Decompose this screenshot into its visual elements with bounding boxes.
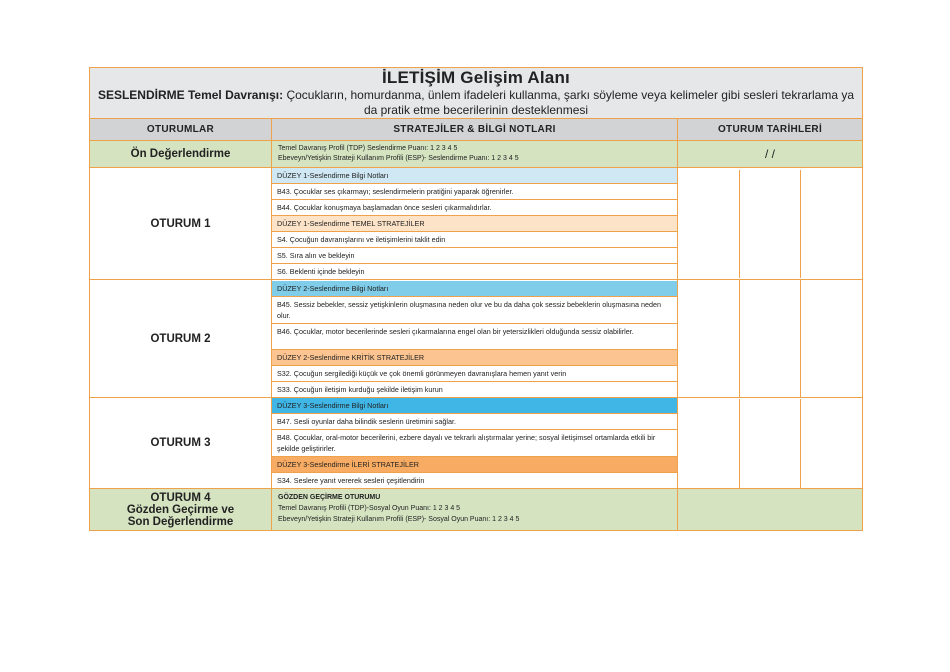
session-1-info-header: DÜZEY 1-Seslendirme Bilgi Notları	[272, 168, 677, 184]
pre-date-field[interactable]: / /	[678, 141, 863, 168]
session-3-strategy-header: DÜZEY 3-Seslendirme İLERİ STRATEJİLER	[272, 457, 677, 473]
title-block	[90, 68, 863, 119]
pre-score-tdp: Temel Davranış Profil (TDP) Seslendirme Puanı: 1 2 3 4 5	[278, 145, 458, 152]
date-cell[interactable]	[739, 399, 800, 488]
plan-sheet	[89, 67, 862, 531]
subtitle-lead: SESLENDİRME Temel Davranışı:	[97, 88, 284, 102]
list-item: B44. Çocuklar konuşmaya başlamadan önce sesleri çıkarmalıdırlar.	[272, 200, 677, 216]
review-content	[272, 489, 678, 531]
date-cell[interactable]	[678, 280, 739, 397]
list-item: S5. Sıra alın ve bekleyin	[272, 248, 677, 264]
session-2-info-header: DÜZEY 2-Seslendirme Bilgi Notları	[272, 281, 677, 297]
header-strategies: STRATEJİLER & BİLGİ NOTLARI	[272, 119, 678, 141]
session-3-content	[272, 398, 678, 489]
session-1-strategy-header: DÜZEY 1-Seslendirme TEMEL STRATEJİLER	[272, 216, 677, 232]
list-item: B46. Çocuklar, motor becerilerinde sesleri çıkarmalarına engel olan bir yetersizlikleri olduğunda sessiz olabilirler.	[272, 323, 677, 349]
list-item: S4. Çocuğun davranışlarını ve iletişimlerini taklit edin	[272, 232, 677, 248]
session-2-content	[272, 280, 678, 398]
session-4-subtitle-2: Son Değerlendirme	[127, 515, 234, 528]
session-2-label: OTURUM 2	[90, 280, 272, 398]
list-item: B47. Sesli oyunlar daha bilindik seslerin üretimini sağlar.	[272, 414, 677, 430]
session-1-label: OTURUM 1	[90, 168, 272, 280]
header-sessions: OTURUMLAR	[90, 119, 272, 141]
review-date-field[interactable]	[678, 489, 863, 531]
session-1-dates	[678, 168, 863, 280]
pre-assessment-label: Ön Değerlendirme	[90, 141, 272, 168]
date-cell[interactable]	[801, 399, 862, 488]
review-heading: GÖZDEN GEÇİRME OTURUMU	[278, 494, 381, 501]
session-1-content	[272, 168, 678, 280]
list-item: B48. Çocuklar, oral-motor becerilerini, ezbere dayalı ve tekrarlı alıştırmalar yerine; sosyal iletişimsel ortamlarda etkili bir şekilde geliştirirler.	[272, 430, 677, 457]
session-3-info-header: DÜZEY 3-Seslendirme Bilgi Notları	[272, 398, 677, 414]
list-item: B45. Sessiz bebekler, sessiz yetişkinlerin oluşmasına neden olur ve bu da daha çok sessiz bebeklerin oluşmasına neden olur.	[272, 296, 677, 323]
session-4-label	[90, 489, 272, 531]
date-cell[interactable]	[801, 280, 862, 397]
session-2-dates	[678, 280, 863, 398]
page-subtitle	[90, 88, 862, 118]
session-4-title: OTURUM 4	[150, 491, 211, 504]
page-title: İLETİŞİM Gelişim Alanı	[382, 68, 570, 87]
date-cell[interactable]	[678, 170, 739, 278]
date-cell[interactable]	[801, 170, 862, 278]
review-score-tdp: Temel Davranış Profili (TDP)-Sosyal Oyun Puanı: 1 2 3 4 5	[278, 505, 461, 512]
session-2-strategy-header: DÜZEY 2-Seslendirme KRİTİK STRATEJİLER	[272, 349, 677, 365]
review-score-esp: Ebeveyn/Yetişkin Strateji Kullanım Profili (ESP)- Sosyal Oyun Puanı: 1 2 3 4 5	[278, 516, 520, 523]
list-item: S34. Seslere yanıt vererek sesleri çeşitlendirin	[277, 476, 425, 485]
session-3-dates	[678, 398, 863, 489]
session-4-subtitle-1: Gözden Geçirme ve	[126, 503, 235, 516]
list-item: B43. Çocuklar ses çıkarmayı; seslendirmelerin pratiğini yaparak öğrenirler.	[272, 184, 677, 200]
session-3-label: OTURUM 3	[90, 398, 272, 489]
list-item: S33. Çocuğun iletişim kurduğu şekilde iletişim kurun	[277, 384, 443, 394]
subtitle-text: Çocukların, homurdanma, ünlem ifadeleri kullanma, şarkı söyleme veya kelimeler gibi sesleri tekrarlama ya da pratik etme becerilerinin desteklenmesi	[283, 88, 855, 117]
header-dates: OTURUM TARİHLERİ	[678, 119, 863, 141]
pre-assessment-scores	[272, 141, 678, 168]
date-cell[interactable]	[678, 399, 739, 488]
date-cell[interactable]	[739, 170, 800, 278]
list-item: S6. Beklenti içinde bekleyin	[277, 267, 365, 276]
date-cell[interactable]	[739, 280, 800, 397]
pre-score-esp: Ebeveyn/Yetişkin Strateji Kullanım Profili (ESP)- Seslendirme Puanı: 1 2 3 4 5	[278, 155, 519, 162]
list-item: S32. Çocuğun sergilediği küçük ve çok önemli görünmeyen davranışlara hemen yanıt verin	[272, 365, 677, 381]
plan-table	[89, 67, 863, 531]
